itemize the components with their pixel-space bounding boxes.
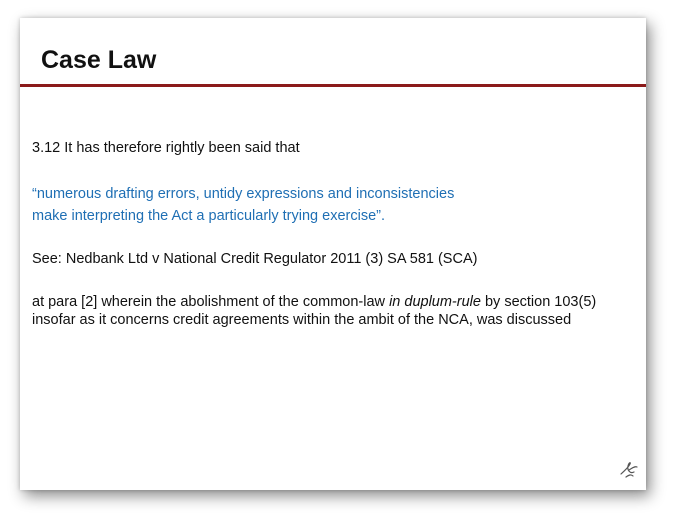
- citation: See: Nedbank Ltd v National Credit Regulator 2011 (3) SA 581 (SCA): [32, 251, 478, 267]
- discussion-text-start: at para [2] wherein the abolishment of the common-law: [32, 294, 390, 310]
- paragraph-discussion: [32, 293, 622, 329]
- slide: [20, 18, 646, 490]
- slide-title: Case Law: [41, 46, 157, 74]
- title-divider: [20, 84, 646, 87]
- quote-block: [32, 183, 622, 227]
- signature-logo-icon: [618, 458, 640, 480]
- discussion-italic-term: in duplum-rule: [389, 294, 481, 310]
- paragraph-intro: 3.12 It has therefore rightly been said that: [32, 140, 300, 156]
- discussion-text-end: by section 103(5) insofar as it concerns credit agreements within the ambit of the NCA, was discussed: [32, 294, 597, 328]
- quote-line-2: make interpreting the Act a particularly trying exercise”.: [32, 208, 385, 224]
- quote-line-1: “numerous drafting errors, untidy expressions and inconsistencies: [32, 186, 455, 202]
